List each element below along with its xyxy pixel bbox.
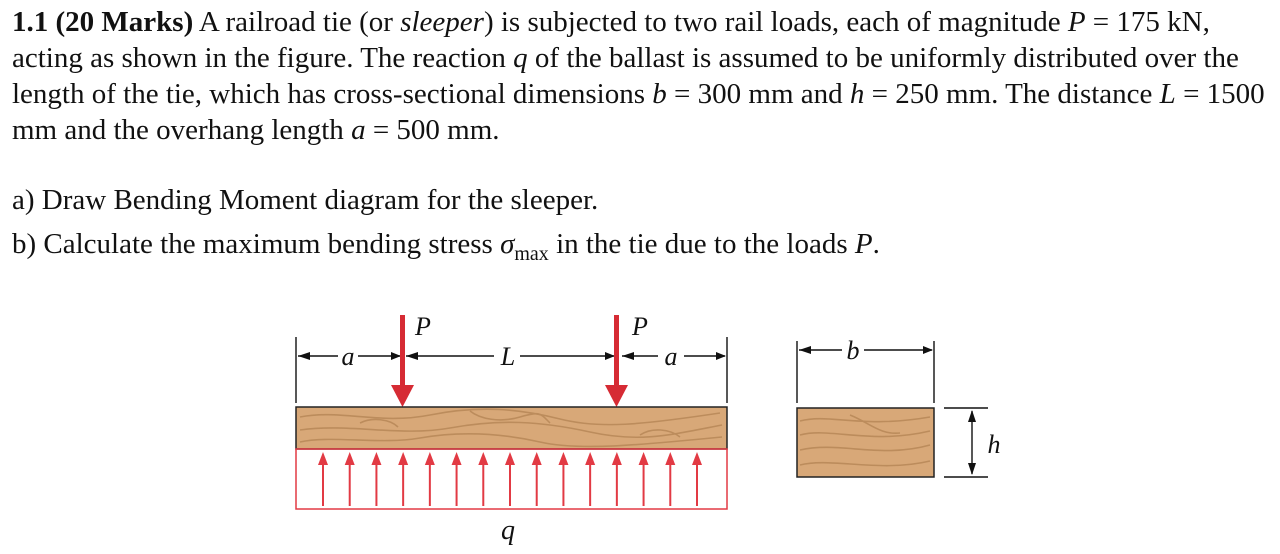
reaction-arrow: [558, 452, 568, 506]
load-label-right: P: [632, 312, 648, 341]
text-run: = 500 mm.: [365, 114, 500, 146]
reaction-arrow: [665, 452, 675, 506]
text-run: b) Calculate the maximum bending stress: [12, 228, 501, 260]
problem-statement: [12, 4, 1274, 148]
text-run: ) is subjected to two rail loads, each of magnitude: [483, 6, 1068, 38]
reaction-arrow: [398, 452, 408, 506]
dim-h-label: h: [987, 430, 1001, 459]
symbol-h: h: [849, 78, 865, 110]
reaction-arrow: [478, 452, 488, 506]
symbol-a: a: [351, 114, 366, 146]
symbol-b: b: [652, 78, 667, 110]
reaction-arrow: [345, 452, 355, 506]
reaction-arrow: [452, 452, 462, 506]
cross-section: [797, 408, 934, 477]
symbol-q: q: [513, 42, 528, 74]
question-parts: [12, 178, 1274, 276]
reaction-arrow: [371, 452, 381, 506]
part-a: a) Draw Bending Moment diagram for the sleeper.: [12, 184, 599, 216]
reaction-arrow: [505, 452, 515, 506]
dist-load-label: q: [501, 515, 515, 546]
symbol-sigma: σ: [500, 228, 515, 260]
text-run: = 300 mm and: [666, 78, 850, 110]
symbol-L: L: [1159, 78, 1176, 110]
text-run: of the ballast is assumed to be uniformly distributed over the length of the tie, which has cross-sectional dimensions: [12, 42, 1239, 110]
reaction-arrow: [692, 452, 702, 506]
text-run: = 1500 mm and the overhang length: [12, 78, 1265, 146]
subscript-max: max: [514, 243, 549, 265]
dim-b-label: b: [846, 336, 860, 365]
reaction-arrow: [318, 452, 328, 506]
dim-L-label: L: [500, 342, 516, 371]
part-b: [12, 222, 1274, 276]
reaction-arrow: [425, 452, 435, 506]
text-run: = 175 kN, acting as shown in the figure. The reaction: [12, 6, 1210, 74]
dim-a-left-label: a: [341, 342, 355, 371]
reaction-arrow: [532, 452, 542, 506]
symbol-P: P: [854, 228, 873, 260]
symbol-P: P: [1067, 6, 1086, 38]
load-label-left: P: [415, 312, 431, 341]
text-run: sleeper: [400, 6, 484, 38]
reaction-arrow: [639, 452, 649, 506]
problem-marks: (20 Marks): [55, 6, 194, 38]
load-arrow-right: [605, 315, 628, 407]
reaction-arrow: [585, 452, 595, 506]
text-run: A railroad tie (or: [193, 6, 401, 38]
tie-beam: [296, 407, 727, 449]
reaction-arrow: [612, 452, 622, 506]
text-run: in the tie due to the loads: [548, 228, 855, 260]
dim-a-right-label: a: [664, 342, 678, 371]
reaction-arrows: [318, 452, 702, 506]
text-run: .: [872, 228, 880, 260]
load-arrow-left: [391, 315, 414, 407]
text-run: = 250 mm. The distance: [864, 78, 1160, 110]
railroad-tie-figure: [0, 295, 1280, 554]
problem-number: 1.1: [12, 6, 49, 38]
